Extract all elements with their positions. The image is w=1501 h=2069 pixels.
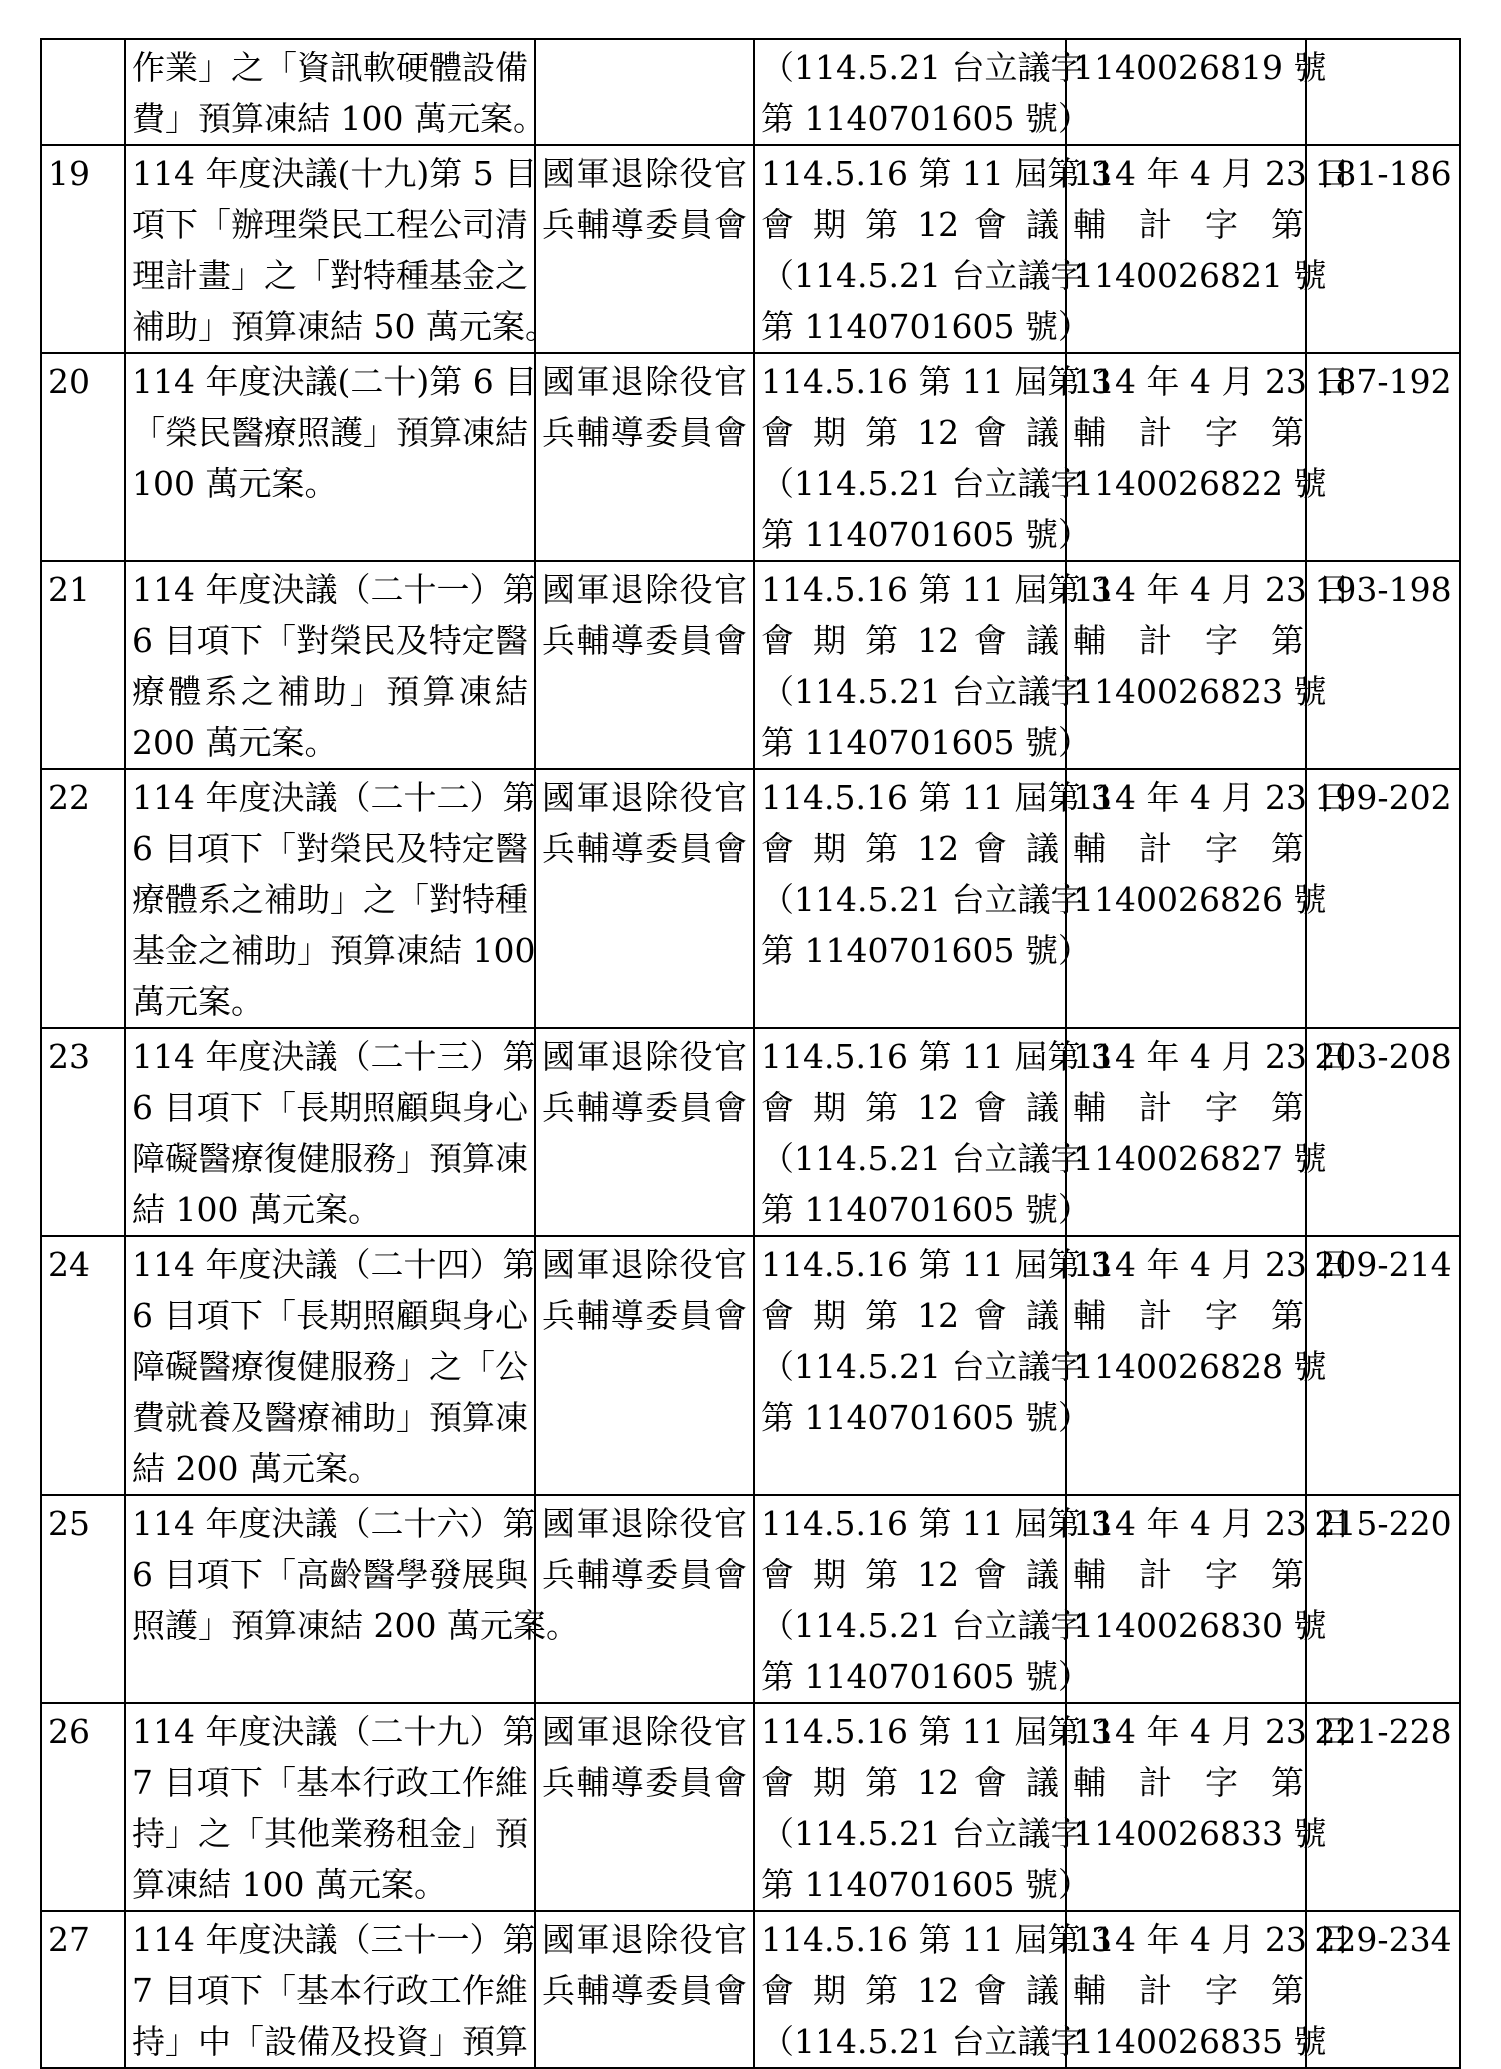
title-line: 療體系之補助」預算凍結 <box>132 672 528 711</box>
document-number-cell <box>1066 1911 1351 2068</box>
title-line: 算凍結 100 萬元案。 <box>132 1865 447 1904</box>
meeting-line: （114.5.21 台立議字 <box>761 1606 1084 1645</box>
agency-cell <box>535 145 754 353</box>
doc-line: 114 年 4 月 23 日 <box>1073 1504 1351 1543</box>
resolution-title-cell <box>125 353 538 561</box>
title-line: 「榮民醫療照護」預算凍結 <box>132 413 528 452</box>
meeting-line: 第 1140701605 號） <box>761 1865 1091 1904</box>
doc-line: 輔 計 字 第 <box>1073 205 1304 244</box>
document-number-cell <box>1066 353 1351 561</box>
meeting-line: 第 1140701605 號） <box>761 723 1091 762</box>
resolution-table <box>40 38 1461 2069</box>
agency-line: 國軍退除役官 <box>542 570 747 609</box>
agency-line: 國軍退除役官 <box>542 778 747 817</box>
page-range-cell: 229-234 <box>1306 1911 1460 2068</box>
meeting-line: 114.5.16 第 11 屆第 3 <box>761 1504 1112 1543</box>
meeting-line: 114.5.16 第 11 屆第 3 <box>761 1037 1112 1076</box>
resolution-title-cell <box>125 1495 579 1703</box>
meeting-line: 會 期 第 12 會 議 <box>761 621 1059 660</box>
meeting-line: 114.5.16 第 11 屆第 3 <box>761 362 1112 401</box>
doc-line: 輔 計 字 第 <box>1073 1763 1304 1802</box>
doc-line: 輔 計 字 第 <box>1073 413 1304 452</box>
meeting-cell <box>754 1495 1112 1703</box>
title-line: 114 年度決議（三十一）第 <box>132 1920 536 1959</box>
page-range-cell: 181-186 <box>1306 145 1460 353</box>
page-range-cell: 187-192 <box>1306 353 1460 561</box>
agency-line: 兵輔導委員會 <box>542 1971 747 2010</box>
meeting-line: （114.5.21 台立議字 <box>761 1347 1084 1386</box>
doc-line: 114 年 4 月 23 日 <box>1073 1920 1351 1959</box>
agency-line: 國軍退除役官 <box>542 1920 747 1959</box>
table-row <box>41 1028 1460 1236</box>
page-range-cell: 203-208 <box>1306 1028 1460 1236</box>
page-range-cell: 215-220 <box>1306 1495 1460 1703</box>
agency-cell <box>535 1911 754 2068</box>
meeting-line: 第 1140701605 號） <box>761 1190 1091 1229</box>
agency-line: 國軍退除役官 <box>542 1712 747 1751</box>
item-number-cell: 24 <box>41 1236 125 1495</box>
table-row <box>41 39 1460 145</box>
agency-line: 兵輔導委員會 <box>542 205 747 244</box>
item-number-cell: 23 <box>41 1028 125 1236</box>
agency-cell <box>535 39 754 145</box>
title-line: 7 目項下「基本行政工作維 <box>132 1763 528 1802</box>
agency-line: 國軍退除役官 <box>542 1245 747 1284</box>
title-line: 持」之「其他業務租金」預 <box>132 1814 528 1853</box>
meeting-line: （114.5.21 台立議字 <box>761 880 1084 919</box>
title-line: 114 年度決議（二十一）第 <box>132 570 536 609</box>
meeting-line: 第 1140701605 號） <box>761 515 1091 554</box>
doc-line: 輔 計 字 第 <box>1073 1296 1304 1335</box>
meeting-cell <box>754 1703 1112 1911</box>
meeting-cell <box>754 1028 1112 1236</box>
meeting-line: 114.5.16 第 11 屆第 3 <box>761 570 1112 609</box>
table-row <box>41 353 1460 561</box>
title-line: 障礙醫療復健服務」之「公 <box>132 1347 528 1386</box>
agency-line: 國軍退除役官 <box>542 362 747 401</box>
meeting-cell <box>754 561 1112 769</box>
doc-line: 輔 計 字 第 <box>1073 621 1304 660</box>
agency-line: 兵輔導委員會 <box>542 1088 747 1127</box>
title-line: 114 年度決議(十九)第 5 目 <box>132 154 538 193</box>
meeting-line: 第 1140701605 號） <box>761 307 1091 346</box>
item-number-cell: 20 <box>41 353 125 561</box>
title-line: 基金之補助」預算凍結 100 <box>132 931 536 970</box>
doc-line: 114 年 4 月 23 日 <box>1073 1245 1351 1284</box>
title-line: 療體系之補助」之「對特種 <box>132 880 528 919</box>
doc-line: 1140026822 號 <box>1073 464 1327 503</box>
resolution-title-cell <box>125 145 558 353</box>
agency-line: 兵輔導委員會 <box>542 1763 747 1802</box>
meeting-line: （114.5.21 台立議字 <box>761 256 1084 295</box>
item-number-cell: 21 <box>41 561 125 769</box>
title-line: 照護」預算凍結 200 萬元案。 <box>132 1606 579 1645</box>
meeting-line: 會 期 第 12 會 議 <box>761 1763 1059 1802</box>
item-number-cell: 19 <box>41 145 125 353</box>
page-range-cell: 221-228 <box>1306 1703 1460 1911</box>
meeting-line: （114.5.21 台立議字 <box>761 1139 1084 1178</box>
meeting-line: 會 期 第 12 會 議 <box>761 413 1059 452</box>
document-number-cell <box>1066 769 1351 1028</box>
agency-cell <box>535 1236 754 1495</box>
doc-line: 輔 計 字 第 <box>1073 1555 1304 1594</box>
meeting-cell <box>754 145 1112 353</box>
title-line: 100 萬元案。 <box>132 464 338 503</box>
document-number-cell <box>1066 1028 1351 1236</box>
agency-cell <box>535 769 754 1028</box>
meeting-line: （114.5.21 台立議字 <box>761 464 1084 503</box>
item-number-cell <box>41 39 125 145</box>
title-line: 114 年度決議（二十九）第 <box>132 1712 536 1751</box>
agency-line: 兵輔導委員會 <box>542 413 747 452</box>
item-number-cell: 27 <box>41 1911 125 2068</box>
doc-line: 輔 計 字 第 <box>1073 1971 1304 2010</box>
title-line: 萬元案。 <box>132 982 264 1021</box>
document-number-cell <box>1066 1703 1351 1911</box>
meeting-line: 會 期 第 12 會 議 <box>761 205 1059 244</box>
agency-line: 兵輔導委員會 <box>542 621 747 660</box>
table-row <box>41 1495 1460 1703</box>
title-line: 114 年度決議（二十四）第 <box>132 1245 536 1284</box>
resolution-title-cell <box>125 1703 535 1911</box>
title-line: 6 目項下「對榮民及特定醫 <box>132 829 528 868</box>
doc-line: 114 年 4 月 23 日 <box>1073 362 1351 401</box>
doc-line: 1140026826 號 <box>1073 880 1327 919</box>
table-body <box>41 39 1460 2068</box>
document-number-cell <box>1066 145 1351 353</box>
page-range-cell: 199-202 <box>1306 769 1460 1028</box>
doc-line: 114 年 4 月 23 日 <box>1073 570 1351 609</box>
agency-cell <box>535 353 754 561</box>
doc-line: 114 年 4 月 23 日 <box>1073 154 1351 193</box>
meeting-cell <box>754 1911 1112 2068</box>
agency-cell <box>535 1495 754 1703</box>
doc-line: 1140026835 號 <box>1073 2022 1327 2061</box>
doc-line: 輔 計 字 第 <box>1073 829 1304 868</box>
doc-line: 114 年 4 月 23 日 <box>1073 778 1351 817</box>
agency-line: 兵輔導委員會 <box>542 1555 747 1594</box>
meeting-line: 會 期 第 12 會 議 <box>761 1555 1059 1594</box>
resolution-title-cell <box>125 39 546 145</box>
doc-line: 輔 計 字 第 <box>1073 1088 1304 1127</box>
resolution-title-cell <box>125 1911 535 2068</box>
meeting-cell <box>754 1236 1112 1495</box>
resolution-title-cell <box>125 561 535 769</box>
title-line: 費」預算凍結 100 萬元案。 <box>132 99 546 138</box>
page-range-cell: 209-214 <box>1306 1236 1460 1495</box>
meeting-line: 會 期 第 12 會 議 <box>761 829 1059 868</box>
meeting-line: 第 1140701605 號） <box>761 1657 1091 1696</box>
doc-line: 1140026833 號 <box>1073 1814 1327 1853</box>
agency-cell <box>535 1703 754 1911</box>
doc-line: 1140026827 號 <box>1073 1139 1327 1178</box>
table-row <box>41 1703 1460 1911</box>
meeting-line: （114.5.21 台立議字 <box>761 2022 1084 2061</box>
agency-cell <box>535 1028 754 1236</box>
agency-line: 兵輔導委員會 <box>542 1296 747 1335</box>
meeting-line: 114.5.16 第 11 屆第 3 <box>761 1712 1112 1751</box>
resolution-title-cell <box>125 1028 535 1236</box>
title-line: 結 100 萬元案。 <box>132 1190 381 1229</box>
doc-line: 1140026819 號 <box>1073 48 1327 87</box>
table-row <box>41 769 1460 1028</box>
title-line: 6 目項下「對榮民及特定醫 <box>132 621 528 660</box>
page-range-cell <box>1306 39 1460 145</box>
meeting-line: 第 1140701605 號） <box>761 1398 1091 1437</box>
doc-line: 1140026828 號 <box>1073 1347 1327 1386</box>
title-line: 6 目項下「長期照顧與身心 <box>132 1296 528 1335</box>
doc-line: 114 年 4 月 23 日 <box>1073 1037 1351 1076</box>
meeting-line: 會 期 第 12 會 議 <box>761 1088 1059 1127</box>
table-row <box>41 1911 1460 2068</box>
meeting-line: 114.5.16 第 11 屆第 3 <box>761 154 1112 193</box>
resolution-title-cell <box>125 1236 535 1495</box>
meeting-cell <box>754 39 1091 145</box>
meeting-line: 114.5.16 第 11 屆第 3 <box>761 1920 1112 1959</box>
title-line: 補助」預算凍結 50 萬元案。 <box>132 307 558 346</box>
document-number-cell <box>1066 1495 1351 1703</box>
title-line: 6 目項下「高齡醫學發展與 <box>132 1555 528 1594</box>
title-line: 7 目項下「基本行政工作維 <box>132 1971 528 2010</box>
meeting-line: 114.5.16 第 11 屆第 3 <box>761 778 1112 817</box>
title-line: 障礙醫療復健服務」預算凍 <box>132 1139 528 1178</box>
meeting-line: 114.5.16 第 11 屆第 3 <box>761 1245 1112 1284</box>
table-row <box>41 561 1460 769</box>
meeting-line: 會 期 第 12 會 議 <box>761 1296 1059 1335</box>
agency-line: 國軍退除役官 <box>542 1504 747 1543</box>
title-line: 作業」之「資訊軟硬體設備 <box>132 48 528 87</box>
agency-line: 兵輔導委員會 <box>542 829 747 868</box>
meeting-line: （114.5.21 台立議字 <box>761 48 1084 87</box>
meeting-line: （114.5.21 台立議字 <box>761 672 1084 711</box>
item-number-cell: 25 <box>41 1495 125 1703</box>
title-line: 持」中「設備及投資」預算 <box>132 2022 528 2061</box>
doc-line: 1140026823 號 <box>1073 672 1327 711</box>
document-number-cell <box>1066 561 1351 769</box>
doc-line: 114 年 4 月 23 日 <box>1073 1712 1351 1751</box>
page-range-cell: 193-198 <box>1306 561 1460 769</box>
title-line: 114 年度決議（二十六）第 <box>132 1504 536 1543</box>
title-line: 114 年度決議（二十三）第 <box>132 1037 536 1076</box>
title-line: 項下「辦理榮民工程公司清 <box>132 205 528 244</box>
document-number-cell <box>1066 39 1327 145</box>
title-line: 費就養及醫療補助」預算凍 <box>132 1398 528 1437</box>
resolution-title-cell <box>125 769 535 1028</box>
meeting-line: （114.5.21 台立議字 <box>761 1814 1084 1853</box>
title-line: 結 200 萬元案。 <box>132 1449 381 1488</box>
meeting-line: 會 期 第 12 會 議 <box>761 1971 1059 2010</box>
title-line: 理計畫」之「對特種基金之 <box>132 256 528 295</box>
agency-cell <box>535 561 754 769</box>
title-line: 114 年度決議(二十)第 6 目 <box>132 362 538 401</box>
meeting-cell <box>754 769 1112 1028</box>
title-line: 114 年度決議（二十二）第 <box>132 778 536 817</box>
title-line: 6 目項下「長期照顧與身心 <box>132 1088 528 1127</box>
meeting-cell <box>754 353 1112 561</box>
table-row <box>41 145 1460 353</box>
meeting-line: 第 1140701605 號） <box>761 931 1091 970</box>
title-line: 200 萬元案。 <box>132 723 338 762</box>
item-number-cell: 26 <box>41 1703 125 1911</box>
table-row <box>41 1236 1460 1495</box>
item-number-cell: 22 <box>41 769 125 1028</box>
document-number-cell <box>1066 1236 1351 1495</box>
meeting-line: 第 1140701605 號） <box>761 99 1091 138</box>
agency-line: 國軍退除役官 <box>542 1037 747 1076</box>
agency-line: 國軍退除役官 <box>542 154 747 193</box>
doc-line: 1140026821 號 <box>1073 256 1327 295</box>
doc-line: 1140026830 號 <box>1073 1606 1327 1645</box>
